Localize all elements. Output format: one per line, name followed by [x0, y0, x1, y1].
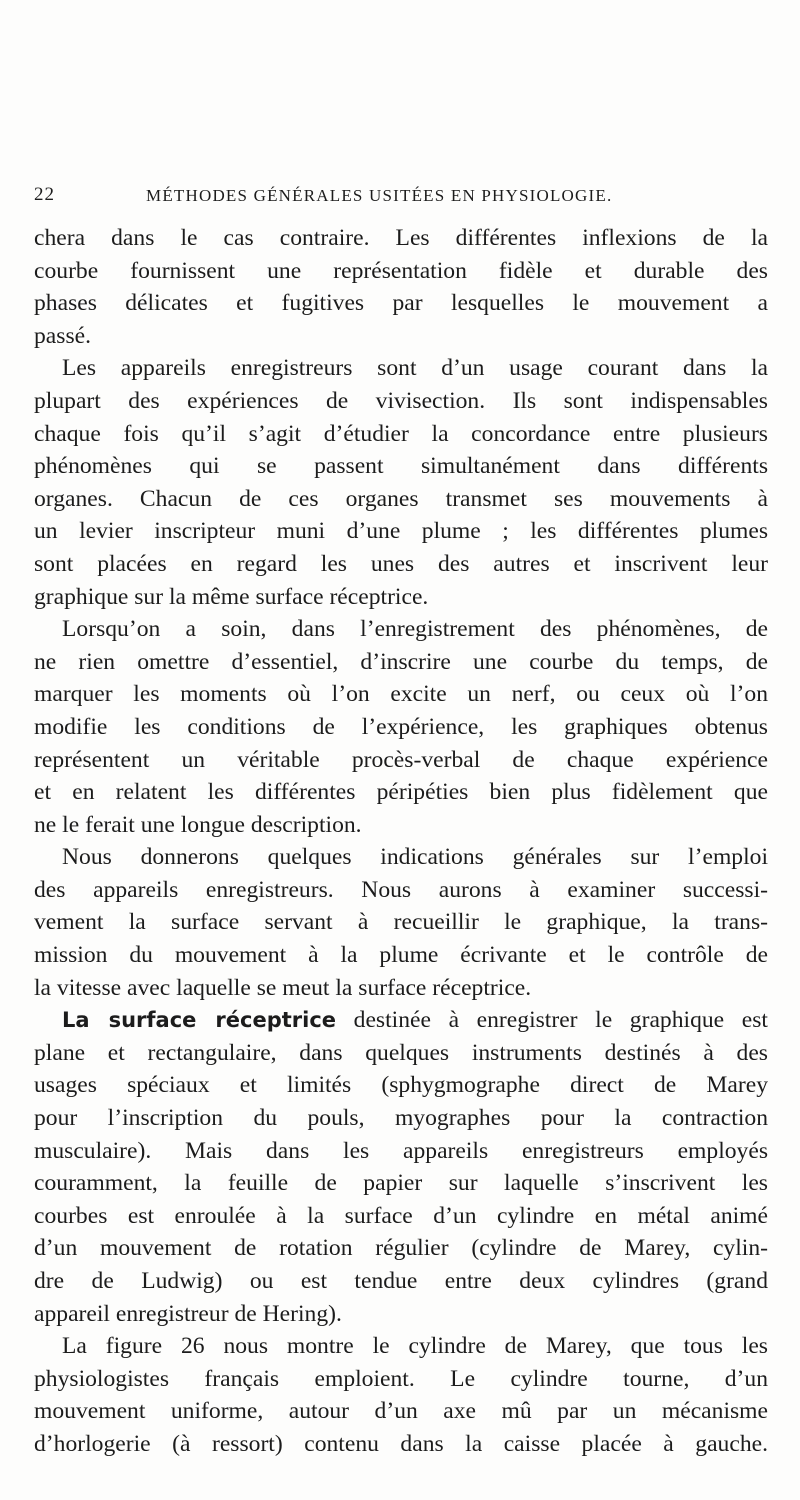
- text-line: sont placées en regard les unes des autres et inscrivent leur: [34, 550, 768, 577]
- text-line: ne le ferait une longue description.: [34, 811, 362, 838]
- paragraph-5: [34, 1004, 768, 1330]
- text-line: phases délicates et fugitives par lesquelles le mouvement a: [34, 290, 768, 317]
- text-line: Les appareils enregistreurs sont d’un usage courant dans la: [62, 355, 768, 382]
- paragraph-3: [34, 613, 768, 841]
- text-line: musculaire). Mais dans les appareils enregistreurs employés: [34, 1137, 768, 1164]
- text-line: appareil enregistreur de Hering).: [34, 1300, 342, 1327]
- text-line: chaque fois qu’il s’agit d’étudier la concordance entre plusieurs: [34, 420, 768, 447]
- bold-term: La surface réceptrice: [62, 1008, 337, 1033]
- text-line: courbe fournissent une représentation fidèle et durable des: [34, 257, 768, 284]
- text-line: couramment, la feuille de papier sur laquelle s’inscrivent les: [34, 1170, 768, 1197]
- text-line: ne rien omettre d’essentiel, d’inscrire une courbe du temps, de: [34, 648, 768, 675]
- body-text: [34, 222, 768, 1461]
- page-number: 22: [34, 184, 55, 205]
- text-line: usages spéciaux et limités (sphygmographe direct de Marey: [34, 1072, 768, 1099]
- paragraph-1: [34, 222, 768, 352]
- text-line: plane et rectangulaire, dans quelques instruments destinés à des: [34, 1039, 768, 1066]
- text-line: Lorsqu’on a soin, dans l’enregistrement des phénomènes, de: [62, 616, 768, 643]
- text-line: mission du mouvement à la plume écrivante et le contrôle de: [34, 942, 768, 969]
- text-line: des appareils enregistreurs. Nous aurons à examiner successi-: [34, 876, 768, 903]
- text-line: d’horlogerie (à ressort) contenu dans la caisse placée à gauche.: [34, 1430, 768, 1457]
- paragraph-4: [34, 841, 768, 1004]
- text-line: dre de Ludwig) ou est tendue entre deux cylindres (grand: [34, 1268, 768, 1294]
- running-head: [34, 184, 774, 212]
- text-line: courbes est enroulée à la surface d’un cylindre en métal animé: [34, 1202, 768, 1229]
- text-line: chera dans le cas contraire. Les différentes inflexions de la: [34, 225, 768, 251]
- text-line: vement la surface servant à recueillir le graphique, la trans-: [34, 909, 768, 936]
- text-line: mouvement uniforme, autour d’un axe mû par un mécanisme: [34, 1398, 768, 1425]
- text-line: la vitesse avec laquelle se meut la surface réceptrice.: [34, 974, 532, 1001]
- text-line: pour l’inscription du pouls, myographes pour la contraction: [34, 1105, 768, 1132]
- text-line: représentent un véritable procès-verbal de chaque expérience: [34, 746, 768, 773]
- text-line: physiologistes français emploient. Le cylindre tourne, d’un: [34, 1365, 768, 1392]
- text-line: La figure 26 nous montre le cylindre de Marey, que tous les: [62, 1333, 768, 1360]
- text-line: phénomènes qui se passent simultanément dans différents: [34, 453, 768, 480]
- text-line: passé.: [34, 322, 92, 349]
- text-line: graphique sur la même surface réceptrice.: [34, 583, 429, 610]
- paragraph-2: [34, 352, 768, 613]
- text-fragment: destinée à enregistrer le graphique est: [336, 1007, 768, 1034]
- text-line: plupart des expériences de vivisection. Ils sont indispensables: [34, 387, 768, 414]
- running-title: MÉTHODES GÉNÉRALES USITÉES EN PHYSIOLOGIE.: [146, 186, 613, 205]
- text-line: et en relatent les différentes péripéties bien plus fidèlement que: [34, 779, 768, 806]
- text-line: modifie les conditions de l’expérience, les graphiques obtenus: [34, 713, 768, 740]
- text-line: Nous donnerons quelques indications générales sur l’emploi: [62, 844, 768, 871]
- text-line: organes. Chacun de ces organes transmet ses mouvements à: [34, 485, 768, 512]
- text-line: un levier inscripteur muni d’une plume ; les différentes plumes: [34, 518, 768, 545]
- text-line: [34, 1004, 768, 1037]
- text-line: d’un mouvement de rotation régulier (cylindre de Marey, cylin-: [34, 1235, 768, 1262]
- text-line: marquer les moments où l’on excite un nerf, ou ceux où l’on: [34, 681, 768, 708]
- paragraph-6: [34, 1330, 768, 1460]
